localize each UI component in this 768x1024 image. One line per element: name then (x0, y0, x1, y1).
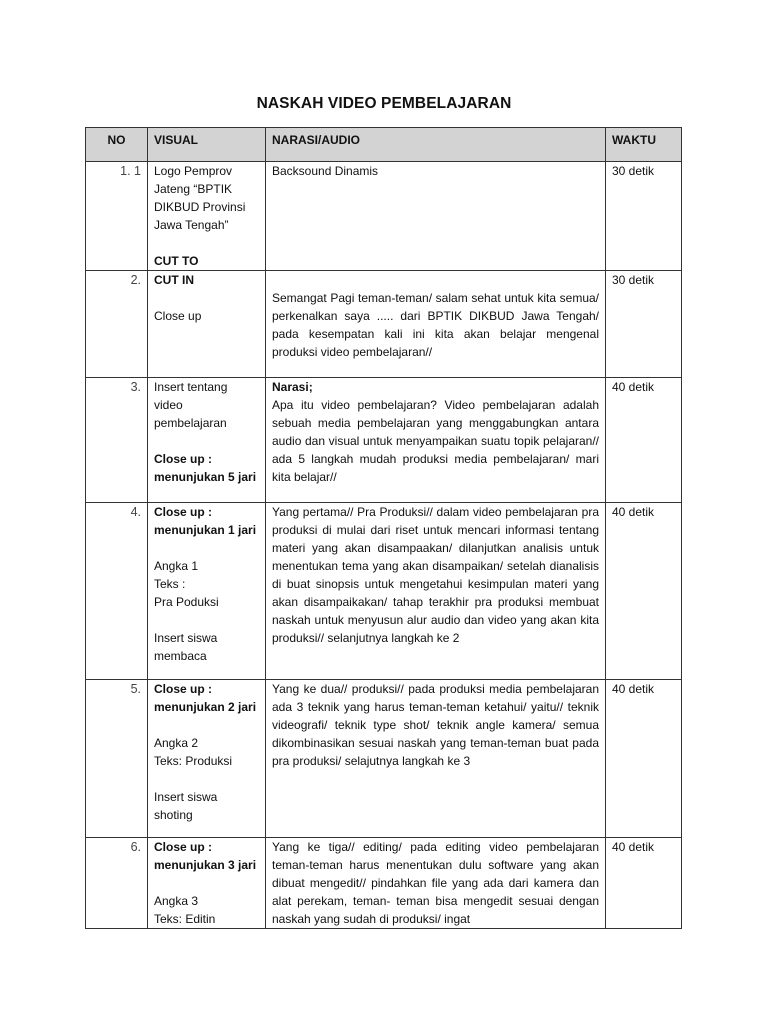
narasi-text: Yang ke dua// produksi// pada produksi media pembelajaran ada 3 teknik yang harus teman-teman ketahui/ yaitu// teknik videografi/ teknik type shot/ teknik angle kamera/ semua dikombinasikan sesuai naskah yang teman-teman buat pada pra produksi/ selajutnya langkah ke 3 (272, 682, 599, 768)
visual-line: Close up : (154, 505, 213, 519)
waktu-cell: 40 detik (606, 680, 682, 838)
narasi-cell (266, 162, 606, 271)
row-number: 6. (86, 838, 148, 929)
narasi-cell (266, 271, 606, 378)
visual-line: Close up (154, 309, 202, 323)
visual-line: membaca (154, 649, 207, 663)
narasi-text: Yang ke tiga// editing/ pada editing video pembelajaran teman-teman harus menentukan dulu software yang akan dibuat mengedit// pindahkan file yang ada dari kamera dan alat perekam, teman- teman bisa mengedit sesuai dengan naskah yang sudah di produksi/ ingat (272, 840, 599, 926)
narasi-text: Backsound Dinamis (272, 164, 379, 178)
visual-line: video (154, 398, 183, 412)
visual-cell (148, 838, 266, 929)
narasi-lead: Narasi; (272, 380, 313, 394)
table-row (86, 503, 682, 680)
visual-line: Pra Poduksi (154, 595, 219, 609)
header-visual: VISUAL (148, 128, 266, 162)
visual-cell (148, 378, 266, 503)
narasi-cell (266, 378, 606, 503)
table-row (86, 162, 682, 271)
visual-line: Insert siswa (154, 790, 218, 804)
narasi-cell (266, 503, 606, 680)
visual-line: Teks : (154, 577, 186, 591)
narasi-text: Semangat Pagi teman-teman/ salam sehat untuk kita semua/ perkenalkan saya ..... dari BPTIK DIKBUD Jawa Tengah/ pada kesempatan kali ini kita akan belajar mengenal produksi video pembelajaran// (272, 291, 599, 359)
row-number: 3. (86, 378, 148, 503)
visual-cell (148, 503, 266, 680)
visual-line: menunjukan 1 jari (154, 523, 257, 537)
visual-cell (148, 271, 266, 378)
row-number: 1. 1 (86, 162, 148, 271)
visual-line: Jateng “BPTIK (154, 182, 233, 196)
visual-line: Teks: Produksi (154, 754, 233, 768)
visual-line: Jawa Tengah” (154, 218, 229, 232)
waktu-cell: 40 detik (606, 503, 682, 680)
table-row (86, 680, 682, 838)
waktu-cell: 40 detik (606, 838, 682, 929)
table-row (86, 271, 682, 378)
visual-line: pembelajaran (154, 416, 227, 430)
narasi-text: Yang pertama// Pra Produksi// dalam video pembelajaran pra produksi di mulai dari riset untuk mencari informasi tentang materi yang akan disampaakan/ dilanjutkan analisis untuk menentukan tema yang akan disampaikan/ setelah dianalisis di buat sinopsis untuk mengetahui kesimpulan materi yang akan disampaikakan/ tahap terakhir pra produksi membuat naskah untuk menyusun alur audio dan video yang akan kita produksi// selanjutnya langkah ke 2 (272, 505, 599, 645)
header-narasi: NARASI/AUDIO (266, 128, 606, 162)
visual-line: Insert tentang (154, 380, 228, 394)
visual-line: Insert siswa (154, 631, 218, 645)
narasi-text: Apa itu video pembelajaran? Video pembelajaran adalah sebuah media pembelajaran yang menggabungkan antara audio dan visual untuk menyampaikan suatu topik pelajaran// ada 5 langkah mudah produksi media pembelajaran/ mari kita belajar// (272, 398, 599, 484)
visual-line: Close up : (154, 452, 213, 466)
visual-line: Teks: Editin (154, 912, 216, 926)
visual-line: Angka 2 (154, 736, 199, 750)
visual-line: Close up : (154, 682, 213, 696)
visual-line: Close up : (154, 840, 213, 854)
visual-line: menunjukan 2 jari (154, 700, 257, 714)
table-header-row (86, 128, 682, 162)
visual-line: Logo Pemprov (154, 164, 233, 178)
narasi-cell (266, 838, 606, 929)
waktu-cell: 30 detik (606, 162, 682, 271)
visual-cell (148, 162, 266, 271)
visual-line: CUT TO (154, 254, 199, 268)
visual-line: Angka 3 (154, 894, 199, 908)
script-table (85, 127, 682, 929)
visual-line: CUT IN (154, 273, 194, 287)
visual-line: shoting (154, 808, 193, 822)
row-number: 5. (86, 680, 148, 838)
header-waktu: WAKTU (606, 128, 682, 162)
waktu-cell: 40 detik (606, 378, 682, 503)
table-row (86, 378, 682, 503)
visual-line: Angka 1 (154, 559, 199, 573)
visual-line: menunjukan 5 jari (154, 470, 257, 484)
row-number: 4. (86, 503, 148, 680)
waktu-cell: 30 detik (606, 271, 682, 378)
visual-line: DIKBUD Provinsi (154, 200, 246, 214)
visual-line: menunjukan 3 jari (154, 858, 257, 872)
row-number: 2. (86, 271, 148, 378)
table-row (86, 838, 682, 929)
document-title: NASKAH VIDEO PEMBELAJARAN (256, 95, 512, 112)
narasi-cell (266, 680, 606, 838)
header-no: NO (86, 128, 148, 162)
visual-cell (148, 680, 266, 838)
